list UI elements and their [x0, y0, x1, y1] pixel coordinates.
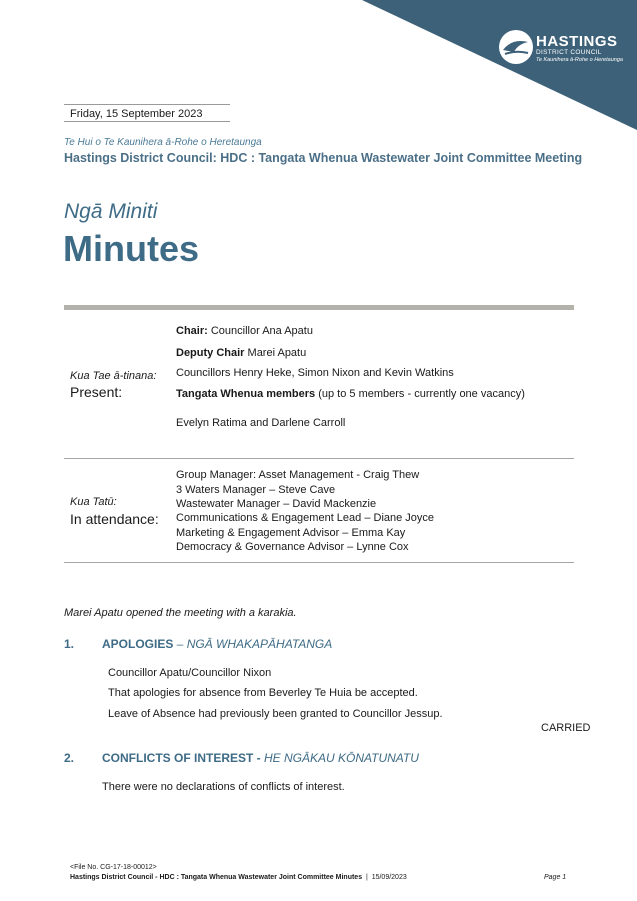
council-logo-icon — [499, 30, 533, 64]
council-logo — [536, 34, 623, 64]
meeting-date: Friday, 15 September 2023 — [64, 104, 230, 122]
attendee-row: Democracy & Governance Advisor – Lynne Cox — [176, 541, 409, 553]
logo-name: HASTINGS — [536, 33, 618, 50]
present-label: Present: — [70, 384, 123, 400]
attendee-row: Marketing & Engagement Advisor – Emma Kay — [176, 527, 406, 539]
footer-document — [70, 874, 407, 881]
councillors-row: Councillors Henry Heke, Simon Nixon and Kevin Watkins — [176, 367, 454, 379]
chair-label: Chair: — [176, 325, 208, 337]
item-maori-title: HE NGĀKAU KŌNATUNATU — [264, 751, 419, 765]
attendance-divider — [64, 562, 574, 563]
tangata-whenua-row — [176, 388, 525, 400]
logo-subtitle: DISTRICT COUNCIL — [536, 49, 602, 56]
item-separator: – — [173, 637, 187, 651]
footer-document-title: Hastings District Council - HDC : Tangata Whenua Wastewater Joint Committee Minutes — [70, 874, 363, 881]
present-divider — [64, 458, 574, 459]
footer-file-number: <File No. CG-17-18-00012> — [70, 864, 157, 871]
attendance-label: In attendance: — [70, 511, 159, 527]
item-number: 1. — [64, 637, 75, 651]
nga-miniti-heading: Ngā Miniti — [64, 200, 158, 223]
attendance-label-maori: Kua Tatū: — [70, 496, 117, 508]
attendee-row: Group Manager: Asset Management - Craig Thew — [176, 469, 420, 481]
footer-date: 15/09/2023 — [371, 874, 407, 881]
maori-council-title: Te Hui o Te Kaunihera ā-Rohe o Heretaunga — [64, 137, 262, 148]
item-title: CONFLICTS OF INTEREST — [102, 751, 254, 765]
deputy-chair-row — [176, 347, 306, 359]
footer-page-number: Page 1 — [544, 874, 567, 881]
chair-row — [176, 325, 313, 337]
tangata-whenua-names: Evelyn Ratima and Darlene Carroll — [176, 417, 346, 429]
meeting-title: Hastings District Council: HDC : Tangata Whenua Wastewater Joint Committee Meeting — [64, 151, 583, 165]
deputy-chair-label: Deputy Chair — [176, 347, 245, 359]
item-number: 2. — [64, 751, 75, 765]
attendee-row: 3 Waters Manager – Steve Cave — [176, 484, 336, 496]
attendee-row: Wastewater Manager – David Mackenzie — [176, 498, 377, 510]
leave-of-absence-note: Leave of Absence had previously been granted to Councillor Jessup. — [108, 708, 443, 720]
item-separator: - — [253, 751, 265, 765]
chair-value: Councillor Ana Apatu — [207, 325, 313, 337]
item-maori-title: NGĀ WHAKAPĀHATANGA — [186, 637, 333, 651]
logo-maori-subtitle: Te Kaunihera ā-Rohe o Heretaunga — [536, 57, 623, 63]
minutes-heading: Minutes — [63, 228, 200, 269]
tangata-whenua-value: (up to 5 members - currently one vacancy) — [315, 388, 525, 400]
present-label-maori: Kua Tae ā-tinana: — [70, 370, 157, 382]
deputy-chair-value: Marei Apatu — [244, 347, 307, 359]
moved-seconded: Councillor Apatu/Councillor Nixon — [108, 667, 272, 679]
section-divider-bar — [64, 305, 574, 310]
apologies-resolution: That apologies for absence from Beverley Te Huia be accepted. — [108, 687, 418, 699]
conflicts-statement: There were no declarations of conflicts of interest. — [102, 781, 345, 793]
item-title: APOLOGIES — [102, 637, 174, 651]
footer-separator: | — [362, 874, 372, 881]
tangata-whenua-label: Tangata Whenua members — [176, 388, 316, 400]
carried-status: CARRIED — [541, 722, 591, 734]
attendee-row: Communications & Engagement Lead – Diane Joyce — [176, 512, 435, 524]
opening-karakia: Marei Apatu opened the meeting with a karakia. — [64, 607, 297, 619]
